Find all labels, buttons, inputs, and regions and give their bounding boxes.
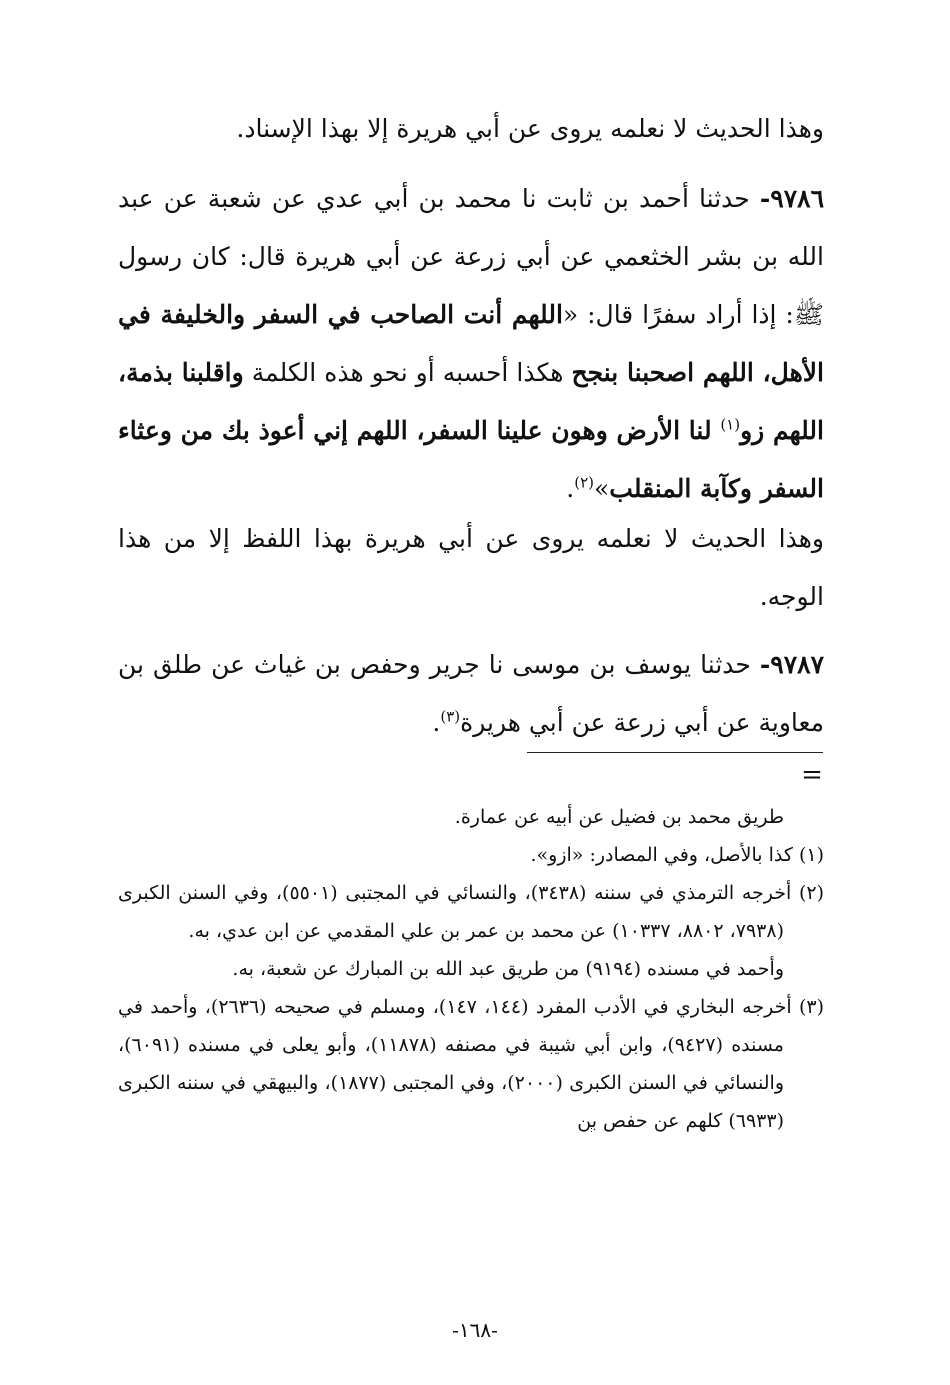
footnote-2-continued: وأحمد في مسنده (٩١٩٤) من طريق عبد الله بن المبارك عن شعبة، به. (232, 958, 784, 980)
footnote-1: (١) كذا بالأصل، وفي المصادر: «ازو». (530, 844, 824, 866)
footnote-3-text: (٣) أخرجه البخاري في الأدب المفرد (١٤٤، ١٤٧)، ومسلم في صحيحه (٢٦٣٦)، وأحمد في مسنده (٩٤٢٧)، وابن أبي شيبة في مصنفه (١١٨٧٨)، وأبو يعلى في مسنده (٦٠٩١)، والنسائي في السنن الكبرى (٢٠٠٠)، وفي المجتبى (١٨٧٧)، والبيهقي في سننه الكبرى (٦٩٣٣) كلهم عن حفص (118, 996, 825, 1132)
hadith-text: . (432, 708, 441, 737)
footnote-marker: (٣) (440, 707, 461, 726)
paragraph-comment (118, 510, 824, 626)
footnotes (118, 798, 824, 1140)
hadith-bold-text: لنا الأرض وهون علينا السفر، اللهم إني أعوذ بك من وعثاء السفر وكآبة المنقلب (118, 416, 824, 503)
hadith-text: » (594, 474, 610, 503)
hadith-9786 (118, 170, 824, 518)
continuation-mark: = (801, 760, 823, 790)
footnote-3-continues: بن (577, 1110, 597, 1132)
footnote-continuation: طريق محمد بن فضيل عن أبيه عن عمارة. (454, 806, 784, 828)
footnote-2: (٢) أخرجه الترمذي في سننه (٣٤٣٨)، والنسائي في المجتبى (٥٥٠١)، وفي السنن الكبرى (٧٩٣٨، ٨٨٠٢، ١٠٣٣٧) عن محمد بن عمر بن علي المقدمي عن ابن عدي، به. (118, 882, 824, 942)
paragraph-text: وهذا الحديث لا نعلمه يروى عن أبي هريرة إلا بهذا الإسناد. (236, 114, 824, 143)
footnote-marker: (١) (720, 415, 741, 434)
hadith-text: . (566, 474, 575, 503)
hadith-number: ٩٧٨٧- (759, 650, 824, 679)
hadith-text: حدثنا يوسف بن موسى نا جرير وحفص بن غياث عن طلق بن معاوية عن أبي زرعة عن أبي هريرة (118, 650, 824, 737)
paragraph-text: وهذا الحديث لا نعلمه يروى عن أبي هريرة بهذا اللفظ إلا من هذا الوجه. (118, 524, 824, 611)
paragraph-closing-note (118, 100, 824, 158)
hadith-text: حدثنا أحمد بن ثابت نا محمد بن أبي عدي عن شعبة عن عبد الله بن بشر الخثعمي عن أبي زرعة عن أبي هريرة قال: كان رسول ﷺ: إذا أراد سفرًا قال: « (118, 184, 825, 329)
hadith-bold-text: واقلبنا بذمة، اللهم زو (118, 358, 824, 445)
page-number: -١٦٨- (452, 1318, 498, 1342)
footnote-3 (118, 988, 824, 1140)
footnote-separator (527, 752, 823, 753)
hadith-bold-text: اللهم أنت الصاحب في السفر والخليفة في الأهل، اللهم اصحبنا بنجح (118, 300, 825, 387)
footnote-marker: (٢) (574, 473, 594, 492)
hadith-number: ٩٧٨٦- (759, 184, 824, 213)
hadith-9787 (118, 636, 824, 752)
hadith-text: هكذا أحسبه أو نحو هذه الكلمة (243, 358, 572, 387)
